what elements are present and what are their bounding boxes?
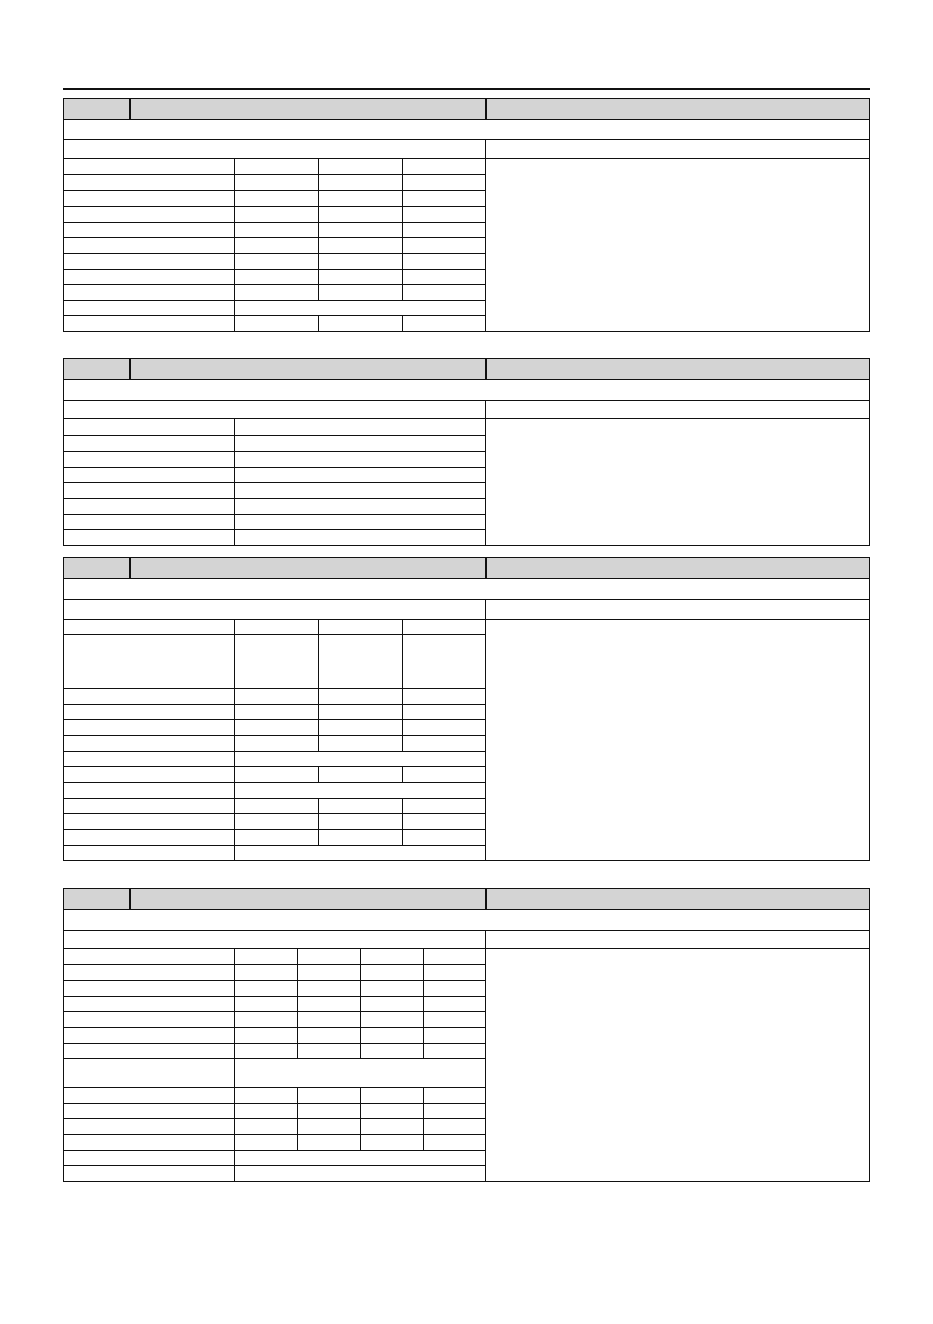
grid-row-line [64,284,485,285]
grid-row-line [64,253,485,254]
grid-row-line [64,782,485,783]
grid-row-line [64,845,485,846]
grid-column-line [297,948,298,1058]
grid-row-line [64,719,485,720]
grid-row-line [64,451,485,452]
parameter-table-4 [63,888,870,1182]
grid-column-line [423,1087,424,1150]
grid-column-line [485,930,486,1181]
grid-row-line [64,1150,485,1151]
grid-column-line [318,766,319,782]
grid-row-line [64,400,869,401]
table-header [64,99,869,120]
grid-row-line [64,1103,485,1104]
grid-row-line [64,948,869,949]
grid-row-line [64,735,485,736]
grid-column-line [234,948,235,1181]
grid-row-line [64,467,485,468]
grid-row-line [64,619,869,620]
grid-column-line [423,948,424,1058]
grid-row-line [64,529,485,530]
grid-column-line [360,1087,361,1150]
table-header [64,889,869,910]
grid-row-line [64,1165,485,1166]
grid-row-line [64,1027,485,1028]
grid-row-line [64,315,485,316]
grid-row-line [64,980,485,981]
grid-row-line [64,1087,485,1088]
grid-row-line [64,300,485,301]
grid-row-line [64,269,485,270]
table-divider [64,139,869,140]
grid-column-line [402,798,403,845]
parameter-table-3 [63,557,870,861]
grid-row-line [64,1043,485,1044]
grid-row-line [64,482,485,483]
grid-row-line [64,930,869,931]
grid-column-line [318,798,319,845]
grid-row-line [64,1011,485,1012]
grid-row-line [64,634,485,635]
grid-row-line [64,514,485,515]
grid-column-line [402,315,403,331]
grid-row-line [64,206,485,207]
column-divider [485,139,486,331]
grid-row-line [64,751,485,752]
grid-row-line [64,174,485,175]
grid-row-line [64,813,485,814]
table-header [64,558,869,579]
grid-row-line [64,688,485,689]
grid-column-line [318,158,319,300]
grid-column-line [402,619,403,751]
grid-column-line [485,400,486,545]
grid-row-line [64,599,869,600]
grid-column-line [297,1087,298,1150]
parameter-table-2 [63,358,870,546]
grid-column-line [402,158,403,300]
grid-row-line [64,498,485,499]
grid-column-line [234,619,235,860]
grid-row-line [64,1058,485,1059]
grid-row-line [64,237,485,238]
grid-column-line [318,315,319,331]
grid-row-line [64,704,485,705]
grid-row-line [64,964,485,965]
grid-row-line [64,829,485,830]
grid-row-line [64,798,485,799]
grid-row-line [64,1118,485,1119]
grid-column-line [234,418,235,545]
grid-column-line [318,619,319,751]
table-divider [64,158,869,159]
grid-row-line [64,1134,485,1135]
grid-column-line [360,948,361,1058]
grid-column-line [402,766,403,782]
grid-row-line [64,190,485,191]
grid-row-line [64,996,485,997]
grid-row-line [64,418,869,419]
parameter-table-1 [63,98,870,332]
grid-column-line [234,158,235,331]
grid-row-line [64,222,485,223]
table-header [64,359,869,380]
top-rule [63,88,870,90]
grid-row-line [64,435,485,436]
grid-row-line [64,766,485,767]
grid-column-line [485,599,486,860]
